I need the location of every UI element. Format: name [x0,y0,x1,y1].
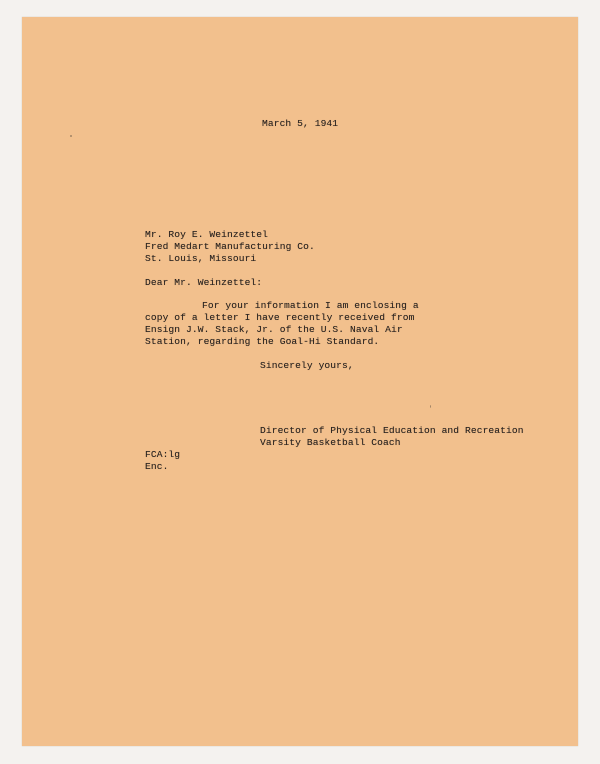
letter-page [22,17,578,746]
closing: Sincerely yours, [260,360,354,371]
reference-initials: FCA:lg [145,449,181,460]
recipient-name: Mr. Roy E. Weinzettel [145,229,269,240]
recipient-company: Fred Medart Manufacturing Co. [145,241,315,252]
salutation: Dear Mr. Weinzettel: [145,277,263,288]
signature-title: Varsity Basketball Coach [260,437,401,448]
body-line: Station, regarding the Goal-Hi Standard. [145,336,380,347]
body-line: Ensign J.W. Stack, Jr. of the U.S. Naval Air [145,324,403,335]
paper-speck [70,135,72,137]
enclosure-note: Enc. [145,461,169,472]
body-line: copy of a letter I have recently received from [145,312,415,323]
signature-title: Director of Physical Education and Recreation [260,425,524,436]
recipient-city: St. Louis, Missouri [145,253,257,264]
body-line: For your information I am enclosing a [202,300,419,311]
paper-speck [430,405,431,408]
letter-date: March 5, 1941 [262,118,339,129]
